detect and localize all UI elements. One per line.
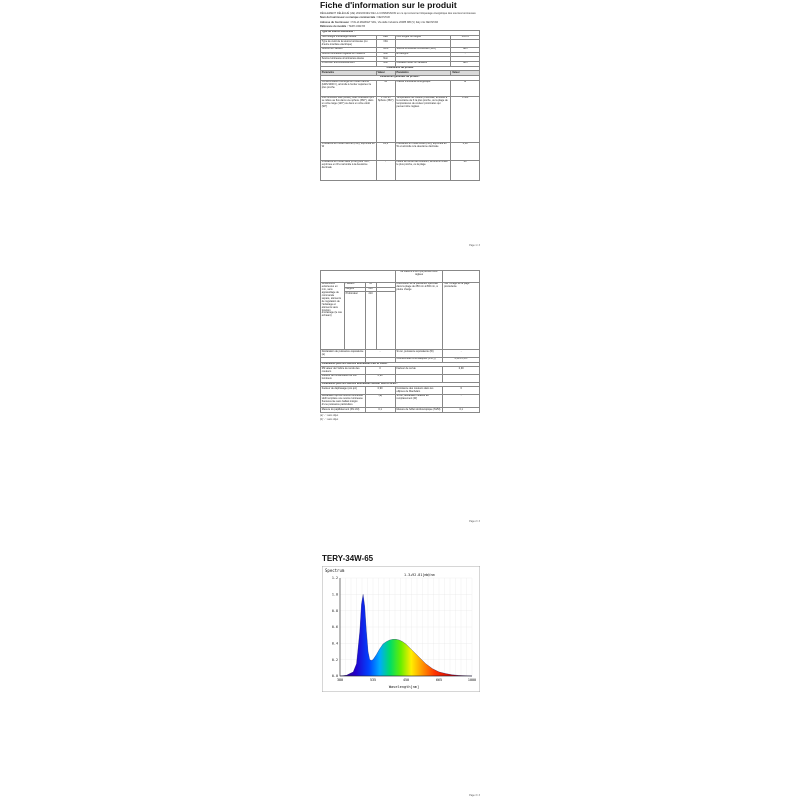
document-page-2 xyxy=(320,270,480,525)
param-name: Indice de rendu des couleurs, arrondi à l'entier le plus proche, ou la plage xyxy=(395,160,451,180)
spectral-label: Distribution de la puissance spectrale dans la plage de 250 nm à 800 nm, à pleine charge xyxy=(395,283,443,350)
param-value: 0,1 xyxy=(443,408,480,413)
section-led-label: Paramètres pour les sources lumineuses LED et OLED : xyxy=(321,362,480,367)
param-value: Non xyxy=(376,57,395,62)
model-value: TERY-34W-65 xyxy=(348,25,366,29)
param-name: Consommation d'énergie en mode marche (kWh/1000 h), arrondie à l'entier supérieur le plus proche xyxy=(321,80,377,96)
column-header: Paramètre xyxy=(321,71,377,76)
address-value: ITALIA MARKET SRL, Via delle Industrie 20085 MB (V) Italy s'le NEOSTAR xyxy=(351,20,439,24)
table-row xyxy=(321,374,480,382)
param-name: Source lumineuse réglable en couleurs xyxy=(321,52,377,57)
y-tick-label: 0.6 xyxy=(331,625,338,630)
param-name: Si oui, puissance équivalente (W) xyxy=(395,350,443,358)
param-name: Coordonnées chromatiques (x et y) xyxy=(395,357,443,362)
param-value: 0,90 xyxy=(365,374,395,382)
footnotes xyxy=(320,414,480,420)
document-page-1 xyxy=(320,0,480,245)
table-row xyxy=(321,387,480,395)
param-name: Puissance en mode marche (Pon), exprimée en W xyxy=(321,142,377,160)
footnote: (a) '-' : sans objet xyxy=(320,414,339,418)
param-name: Puissance en mode veille (Pnet) pour SLC, exprimée en W et arrondie à la deuxième décimale xyxy=(321,160,377,180)
section-params-label: Paramètres du produit xyxy=(321,66,480,71)
param-name: Technologie d'éclairage utilisée xyxy=(321,35,377,40)
param-name: Utilisation avec un variateur xyxy=(395,61,451,66)
supplier-value: NEOSTAR xyxy=(377,16,390,20)
dim-name: Profondeur xyxy=(344,292,365,350)
param-name: Non dirigée ou dirigée xyxy=(395,35,451,40)
spec-table-2 xyxy=(320,270,480,413)
table-row xyxy=(321,80,480,96)
page-number: Page 1 / 3 xyxy=(469,244,480,247)
address-label: Adresse du fournisseur : xyxy=(320,20,351,24)
param-value: - xyxy=(376,160,395,180)
param-value: E xyxy=(451,80,480,96)
param-value: 6 500 xyxy=(451,96,480,142)
model-label: Référence du modèle : xyxy=(320,25,348,29)
param-value: NCS xyxy=(376,47,395,52)
address-line xyxy=(320,21,480,24)
param-value: - xyxy=(443,350,480,358)
param-value xyxy=(451,40,480,48)
param-name: Mesure du papillotement (Pst LM) xyxy=(321,408,366,413)
spectrum-chart xyxy=(322,566,480,692)
param-value: Non xyxy=(451,61,480,66)
param-value: 34 xyxy=(376,80,395,96)
section-type-label: Type de source lumineuse : xyxy=(321,30,480,35)
y-tick-label: 0.2 xyxy=(331,657,338,662)
param-name: Facteur de survie xyxy=(395,367,443,375)
spectrum-svg xyxy=(322,566,480,692)
param-value: - xyxy=(365,350,395,358)
table-row xyxy=(321,142,480,160)
param-name: Flux lumineux utile (Φuse), avec indication qu'il se réfère au flux dans une sphère (360°), dans un cône large (120°) ou dans un cône étroit (90°) xyxy=(321,96,377,142)
param-value: -(a) xyxy=(365,394,395,407)
param-value: Non xyxy=(376,61,395,66)
y-tick-label: 1.0 xyxy=(331,592,338,597)
param-name: Classe d'efficacité énergétique xyxy=(395,80,451,96)
section-general-label: Paramètres généraux du produit : xyxy=(321,75,480,80)
x-tick-label: 450 xyxy=(402,678,410,682)
param-name: Protection anti-éblouissement xyxy=(321,61,377,66)
param-name: Mesure de l'effet stroboscopique (SVM) xyxy=(395,408,443,413)
column-header: Valeur xyxy=(376,71,395,76)
param-name: Température de couleur proximale, arrondie à la centaine de K la plus proche, ou la plage de températures de couleur proximales qui peuvent être réglées xyxy=(395,96,451,142)
carry-over-text: de valeurs d'IRC qui peuvent être réglées xyxy=(395,271,443,283)
param-value: Non xyxy=(451,47,480,52)
param-value: N/A xyxy=(376,40,395,48)
spec-table-1 xyxy=(320,30,480,181)
table-row xyxy=(321,96,480,142)
y-tick-label: 0.4 xyxy=(331,641,338,646)
table-row xyxy=(321,40,480,48)
param-value: 0,90 xyxy=(443,367,480,375)
y-tick-label: 1.2 xyxy=(331,576,338,581)
page-number: Page 2 / 3 xyxy=(469,520,480,523)
table-row xyxy=(321,350,480,358)
supplier-label: Nom du fournisseur ou marque commerciale : xyxy=(320,16,377,20)
chart-annotation: 1.3+92.81[mW/nm xyxy=(404,573,435,577)
param-name: R9 valeur de l'indice de rendu des couleurs xyxy=(321,367,366,375)
model-line xyxy=(320,25,480,28)
spectral-value: Voir l'image de la page précédente xyxy=(443,283,480,350)
param-value xyxy=(443,374,480,382)
supplier-line xyxy=(320,16,480,19)
param-value: Non xyxy=(376,52,395,57)
x-axis-label: Wavelength[nm] xyxy=(388,685,420,689)
x-tick-label: 535 xyxy=(369,678,377,682)
param-value: 3 780 en Sphère (360°) xyxy=(376,96,395,142)
param-value: 0,1 xyxy=(365,408,395,413)
param-value: 24,6 xyxy=(376,142,395,160)
table-row xyxy=(321,160,480,180)
param-name: Type de culot de la source lumineuse (ou d'autre interface électrique) xyxy=(321,40,377,48)
dim-value: 210 xyxy=(365,287,376,292)
param-value: - xyxy=(451,52,480,57)
param-name: Déclaration qu'une source lumineuse LED remplace une source lumineuse fluorescente sans ballast intégré d'une puissance particulière xyxy=(321,394,366,407)
param-name: Source lumineuse à luminance élevée xyxy=(321,57,377,62)
x-tick-label: 1000 xyxy=(467,678,477,682)
chart-title: Spectrum xyxy=(325,568,345,573)
column-header: Paramètre xyxy=(395,71,451,76)
param-name: Si oui, déclaration relative au remplacement (W) xyxy=(395,394,443,407)
table-row xyxy=(321,367,480,375)
param-value: LED xyxy=(376,35,395,40)
footnote: (b) '-' : sans objet xyxy=(320,417,339,421)
dim-value: 35 xyxy=(365,283,376,288)
param-value: - xyxy=(443,394,480,407)
dim-name: Largeur xyxy=(344,287,365,292)
param-name xyxy=(395,40,451,48)
param-value: 0 xyxy=(365,367,395,375)
document-title: Fiche d'information sur le produit xyxy=(320,0,457,10)
table-row xyxy=(321,394,480,407)
param-value: 0,90 xyxy=(365,387,395,395)
y-tick-label: 0.0 xyxy=(331,674,338,679)
table-row xyxy=(321,271,480,283)
param-name: Facteur de déphasage (cos φ1) xyxy=(321,387,366,395)
column-header: Valeur xyxy=(451,71,480,76)
param-name: Source sur secteur xyxy=(321,47,377,52)
table-row xyxy=(321,408,480,413)
x-tick-label: 380 xyxy=(336,678,344,682)
param-value: FOCS xyxy=(451,35,480,40)
dimensions-label: Dimensions extérieures en mm, sans appareillage de commande séparé, éléments de régulation de l'éclairage et éléments sans fonction d'éclairage (le cas échéant) xyxy=(321,283,345,350)
section-led2-label: Paramètres pour les sources lumineuses secteur LED et OLED : xyxy=(321,382,480,387)
param-name: Enveloppe xyxy=(395,52,451,57)
regulation-text: RÈGLEMENT DÉLÉGUÉ (UE) 2023/2019/2 DE LA COMMISSION en ce qui concerne l'étiquetage énergétique des sources lumineuses xyxy=(320,11,476,15)
param-value: 0,00 xyxy=(451,142,480,160)
param-name: Déclaration de puissance équivalente (a) xyxy=(321,349,364,356)
param-value: 6 xyxy=(443,387,480,395)
param-name: Source lumineuse connectée (SLC) xyxy=(395,47,451,52)
param-name: Facteur de conservation du flux lumineux xyxy=(321,374,366,382)
param-value: 80 xyxy=(451,160,480,180)
param-name: Puissance en mode veille (Psb), exprimée en W et arrondie à la deuxième décimale xyxy=(395,142,451,160)
document-page-3 xyxy=(320,550,480,800)
dim-value: 210 xyxy=(365,292,376,350)
dim-name: Hauteur xyxy=(344,283,365,288)
param-value: 0,313 0,337 xyxy=(443,357,480,362)
param-name: Constance des couleurs dans les ellipses de MacAdam xyxy=(395,387,443,395)
y-tick-label: 0.8 xyxy=(331,608,338,613)
page-number: Page 3 / 3 xyxy=(469,794,480,797)
param-name xyxy=(395,374,443,382)
model-heading: TERY-34W-65 xyxy=(322,554,374,563)
x-tick-label: 665 xyxy=(435,678,443,682)
